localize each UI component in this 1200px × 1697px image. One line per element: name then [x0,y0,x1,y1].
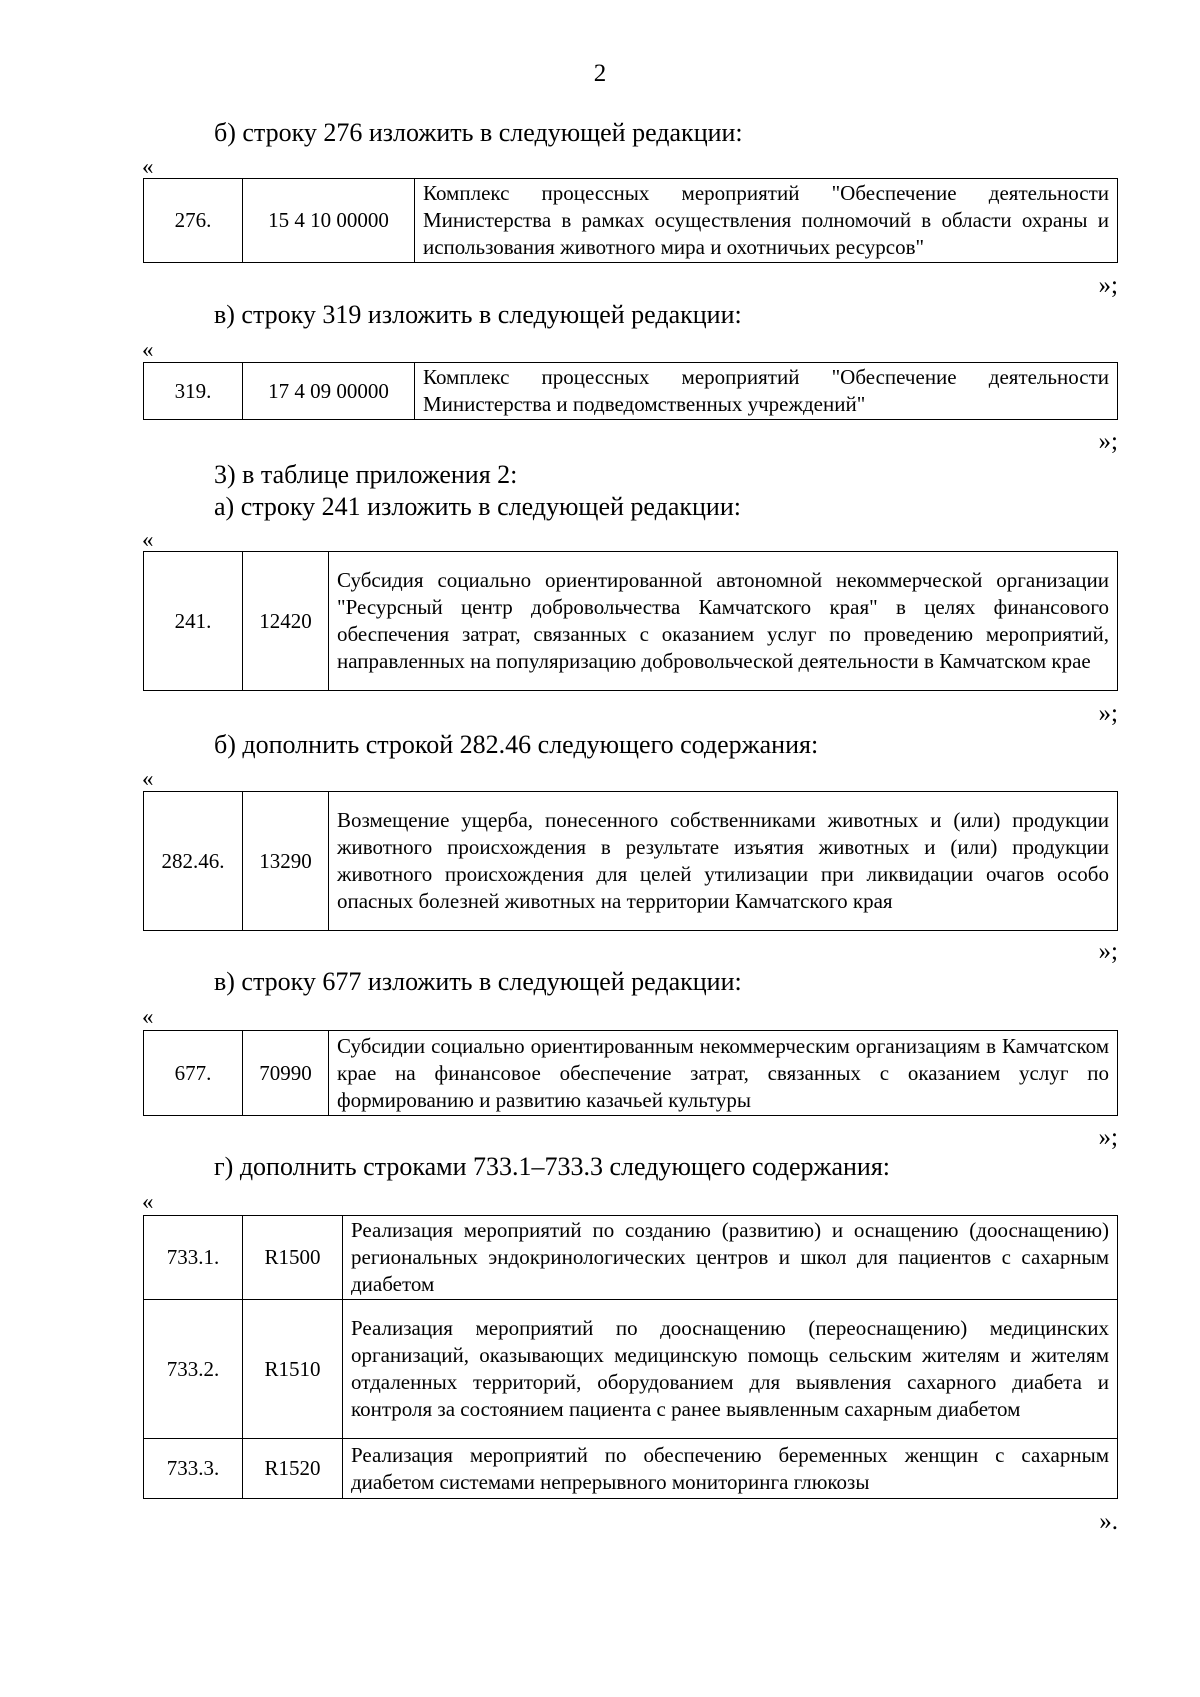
section-heading-row-282-46: б) дополнить строкой 282.46 следующего содержания: [214,730,819,759]
table-row [144,1031,1118,1116]
appendix-heading: 3) в таблице приложения 2: [214,460,518,489]
table-row-319 [143,362,1118,420]
row-description: Реализация мероприятий по дооснащению (переоснащению) медицинских организаций, оказывающих медицинскую помощь сельским жителям и жителям отдаленных территорий, оборудованием для выявления сахарного диабета и контроля за состоянием пациента с ранее выявленным сахарным диабетом [343,1300,1118,1439]
page-number: 2 [593,60,607,87]
open-quote: « [142,154,154,179]
open-quote: « [142,766,154,791]
open-quote: « [142,527,154,552]
row-description: Комплекс процессных мероприятий "Обеспечение деятельности Министерства в рамках осуществления полномочий в области охраны и использования животного мира и охотничьих ресурсов" [415,179,1118,263]
table-row [144,552,1118,691]
table-row-677 [143,1030,1118,1116]
table-row [144,1216,1118,1300]
table-row-241 [143,551,1118,691]
section-heading-rows-733: г) дополнить строками 733.1–733.3 следующего содержания: [214,1152,891,1181]
row-code: 12420 [243,552,329,691]
table-row [144,1300,1118,1439]
row-code: R1500 [243,1216,343,1300]
row-description: Субсидия социально ориентированной автономной некоммерческой организации "Ресурсный центр добровольчества Камчатского края" в целях финансового обеспечения затрат, связанных с оказанием услуг по проведению мероприятий, направленных на популяризацию добровольческой деятельности в Камчатском крае [329,552,1118,691]
table-row-282-46 [143,791,1118,931]
row-number: 282.46. [144,792,243,931]
row-description: Реализация мероприятий по созданию (развитию) и оснащению (дооснащению) региональных эндокринологических центров и школ для пациентов с сахарным диабетом [343,1216,1118,1300]
table-row [144,179,1118,263]
row-code: R1520 [243,1439,343,1499]
table-row-276 [143,178,1118,263]
close-quote: »; [1098,428,1118,455]
section-heading-row-319: в) строку 319 изложить в следующей редакции: [214,300,742,329]
close-quote: »; [1098,938,1118,965]
row-description: Возмещение ущерба, понесенного собственниками животных и (или) продукции животного происхождения в результате изъятия животных и (или) продукции животного происхождения для целей утилизации при ликвидации очагов особо опасных болезней животных на территории Камчатского края [329,792,1118,931]
row-number: 733.2. [144,1300,243,1439]
open-quote: « [142,1004,154,1029]
table-row [144,363,1118,420]
row-description: Субсидии социально ориентированным некоммерческим организациям в Камчатском крае на финансовое обеспечение затрат, связанных с оказанием услуг по формированию и развитию казачьей культуры [329,1031,1118,1116]
table-row [144,1439,1118,1499]
table-row [144,792,1118,931]
row-description: Реализация мероприятий по обеспечению беременных женщин с сахарным диабетом системами непрерывного мониторинга глюкозы [343,1439,1118,1499]
row-number: 241. [144,552,243,691]
row-number: 733.1. [144,1216,243,1300]
row-description: Комплекс процессных мероприятий "Обеспечение деятельности Министерства и подведомственных учреждений" [415,363,1118,420]
section-heading-row-677: в) строку 677 изложить в следующей редакции: [214,967,742,996]
close-quote: »; [1098,700,1118,727]
row-code: 13290 [243,792,329,931]
row-code: 15 4 10 00000 [243,179,415,263]
row-number: 733.3. [144,1439,243,1499]
row-code: 17 4 09 00000 [243,363,415,420]
row-number: 319. [144,363,243,420]
open-quote: « [142,1189,154,1214]
close-quote: »; [1098,272,1118,299]
close-quote-final: ». [1099,1508,1118,1535]
section-heading-row-241: а) строку 241 изложить в следующей редакции: [214,492,741,521]
open-quote: « [142,337,154,362]
table-rows-733 [143,1215,1118,1499]
row-code: 70990 [243,1031,329,1116]
row-number: 677. [144,1031,243,1116]
close-quote: »; [1098,1124,1118,1151]
section-heading-row-276: б) строку 276 изложить в следующей редакции: [214,118,743,147]
row-code: R1510 [243,1300,343,1439]
row-number: 276. [144,179,243,263]
